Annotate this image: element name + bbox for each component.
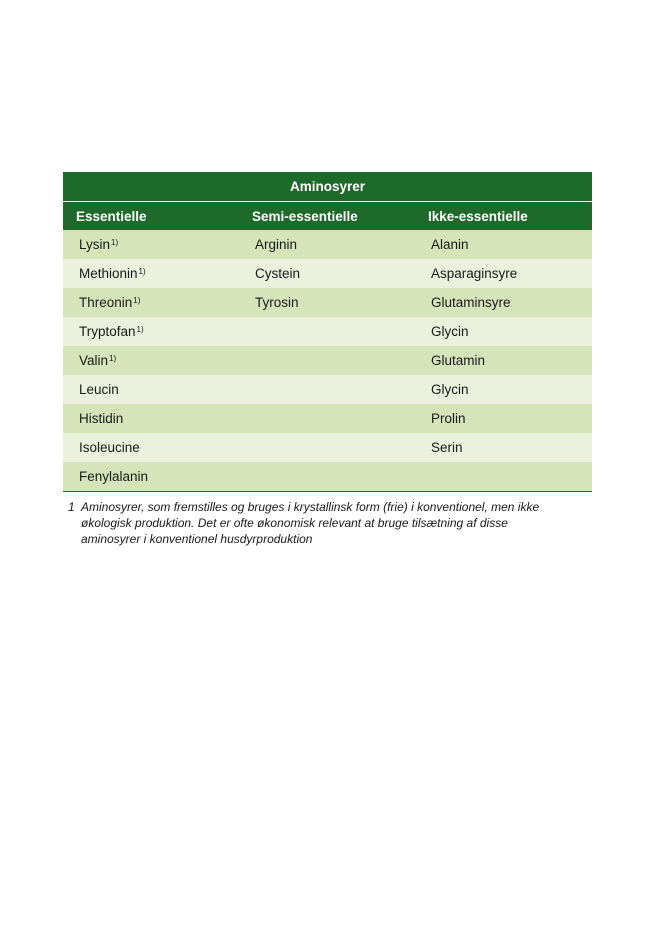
- cell-text: Valin: [79, 353, 109, 368]
- table-row: [63, 259, 592, 288]
- table-row: [63, 375, 592, 404]
- cell-text: Serin: [431, 440, 463, 455]
- table-cell: [415, 230, 592, 259]
- cell-text: Threonin: [79, 295, 133, 310]
- footnote: [68, 499, 568, 547]
- table-cell: [63, 259, 239, 288]
- cell-text: Asparaginsyre: [431, 266, 518, 281]
- table-cell: [239, 259, 415, 288]
- table-header-row: [63, 202, 592, 231]
- cell-text: Histidin: [79, 411, 124, 426]
- table-cell: [239, 375, 415, 404]
- table-row: [63, 288, 592, 317]
- cell-text: Leucin: [79, 382, 119, 397]
- cell-text: Tyrosin: [255, 295, 299, 310]
- table-cell: [415, 462, 592, 492]
- table-body: [63, 230, 592, 492]
- table-row: [63, 230, 592, 259]
- column-header-essential: Essentielle: [63, 202, 239, 231]
- table-cell: [239, 230, 415, 259]
- cell-text: Glutaminsyre: [431, 295, 511, 310]
- cell-text: Isoleucine: [79, 440, 140, 455]
- table-cell: [239, 462, 415, 492]
- table-cell: [63, 288, 239, 317]
- table-cell: [63, 462, 239, 492]
- footnote-text: Aminosyrer, som fremstilles og bruges i krystallinsk form (frie) i konventionel, men ikke økologisk produktion. Det er ofte økonomisk relevant at bruge tilsætning af disse aminosyrer i konventionel husdyrproduktion: [81, 500, 540, 546]
- column-header-non-essential: Ikke-essentielle: [415, 202, 592, 231]
- amino-acid-table-container: [63, 172, 592, 492]
- column-header-semi-essential: Semi-essentielle: [239, 202, 415, 231]
- table-cell: [63, 317, 239, 346]
- table-cell: [239, 288, 415, 317]
- table-cell: [63, 404, 239, 433]
- table-row: [63, 346, 592, 375]
- cell-text: Methionin: [79, 266, 138, 281]
- cell-text: Glycin: [431, 382, 469, 397]
- cell-text: Prolin: [431, 411, 466, 426]
- cell-text: Fenylalanin: [79, 469, 149, 484]
- footnote-marker: 1): [136, 325, 144, 334]
- table-cell: [415, 433, 592, 462]
- table-cell: [415, 346, 592, 375]
- table-row: [63, 433, 592, 462]
- table-cell: [239, 404, 415, 433]
- footnote-marker: 1): [133, 296, 141, 305]
- table-cell: [63, 433, 239, 462]
- cell-text: Glycin: [431, 324, 469, 339]
- cell-text: Alanin: [431, 237, 469, 252]
- table-cell: [415, 259, 592, 288]
- cell-text: Glutamin: [431, 353, 486, 368]
- footnote-number: 1: [68, 500, 75, 514]
- table-cell: [415, 375, 592, 404]
- cell-text: Cystein: [255, 266, 301, 281]
- table-row: [63, 462, 592, 492]
- table-cell: [415, 288, 592, 317]
- table-cell: [239, 346, 415, 375]
- cell-text: Arginin: [255, 237, 298, 252]
- table-row: [63, 404, 592, 433]
- table-cell: [415, 404, 592, 433]
- table-title-row: [63, 172, 592, 202]
- table-row: [63, 317, 592, 346]
- cell-text: Tryptofan: [79, 324, 136, 339]
- footnote-marker: 1): [109, 354, 117, 363]
- footnote-marker: 1): [111, 238, 119, 247]
- table-cell: [63, 346, 239, 375]
- cell-text: Lysin: [79, 237, 111, 252]
- footnote-marker: 1): [138, 267, 146, 276]
- amino-acid-table: [63, 172, 592, 492]
- table-cell: [63, 375, 239, 404]
- table-cell: [63, 230, 239, 259]
- table-title: Aminosyrer: [63, 172, 592, 202]
- table-cell: [415, 317, 592, 346]
- table-cell: [239, 317, 415, 346]
- table-cell: [239, 433, 415, 462]
